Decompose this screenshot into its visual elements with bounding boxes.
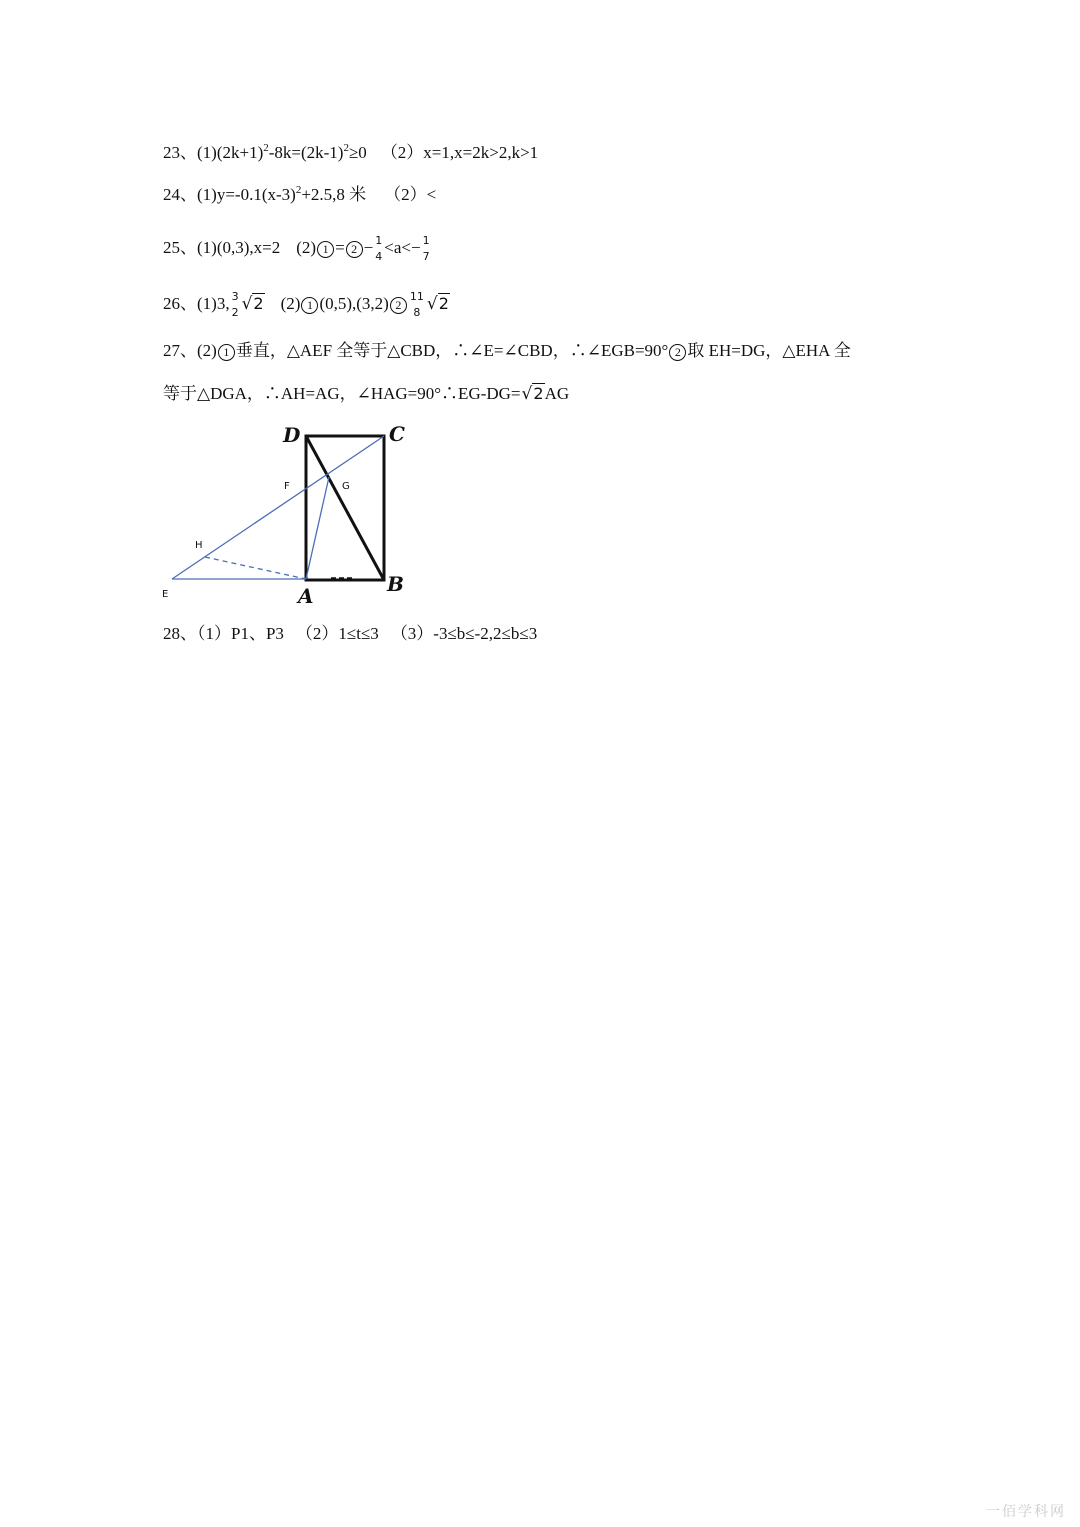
answer-27-line2 bbox=[163, 385, 569, 403]
radical-sign: √ bbox=[426, 294, 438, 315]
answer-27-text-3: 等于△DGA，∴AH=AG，∠HAG=90°∴EG-DG= bbox=[163, 384, 521, 403]
label-c: C bbox=[389, 422, 405, 446]
radical-sign: √ bbox=[521, 384, 533, 404]
label-d: D bbox=[283, 423, 301, 447]
dashed-ha bbox=[205, 557, 306, 579]
answer-24-part1-a: (1)y=-0.1(x-3) bbox=[197, 185, 296, 204]
fraction-1-7 bbox=[422, 235, 431, 263]
fraction-numerator: 1 bbox=[422, 234, 430, 247]
answer-25-number: 25、 bbox=[163, 238, 197, 258]
fraction-numerator: 11 bbox=[409, 290, 424, 303]
label-a: A bbox=[298, 584, 314, 608]
answer-26-number: 26、 bbox=[163, 294, 197, 314]
answer-27-number: 27、 bbox=[163, 341, 197, 360]
circled-2: 2 bbox=[346, 241, 363, 258]
geometry-figure bbox=[155, 415, 425, 610]
fraction-1-4 bbox=[374, 235, 383, 263]
answer-25-part1: (1)(0,3),x=2 bbox=[197, 238, 281, 258]
fraction-11-8 bbox=[409, 291, 425, 319]
answer-24-number: 24、 bbox=[163, 185, 197, 204]
answer-23-number: 23、 bbox=[163, 143, 197, 162]
answer-23-part1-c: ≥0 bbox=[348, 143, 367, 162]
fraction-denominator: 7 bbox=[422, 249, 430, 263]
label-h: H bbox=[195, 540, 203, 551]
answer-27-text-1: 垂直，△AEF 全等于△CBD，∴∠E=∠CBD，∴∠EGB=90° bbox=[235, 341, 669, 360]
watermark: 一佰学科网 bbox=[986, 1504, 1066, 1520]
radicand: 2 bbox=[533, 384, 544, 403]
circled-2: 2 bbox=[669, 344, 686, 361]
answer-25-minus: − bbox=[363, 238, 374, 258]
answer-26-part1-a: (1)3, bbox=[197, 294, 230, 314]
circled-1: 1 bbox=[317, 241, 334, 258]
answer-23 bbox=[163, 144, 538, 161]
sqrt-2 bbox=[427, 294, 450, 313]
answer-25-part2-a: (2) bbox=[296, 238, 317, 258]
answer-24-part2: （2）< bbox=[384, 185, 437, 204]
answer-28-part3: （3）-3≤b≤-2,2≤b≤3 bbox=[390, 624, 538, 643]
answer-23-part1-b: -8k=(2k-1) bbox=[268, 143, 344, 162]
label-f: F bbox=[284, 481, 290, 492]
answer-26-part2-a: (2) bbox=[280, 294, 301, 314]
answer-27-text-2: 取 EH=DG，△EHA 全 bbox=[687, 341, 851, 360]
answer-24 bbox=[163, 186, 436, 203]
answer-25-lt: <a<− bbox=[384, 238, 421, 258]
fraction-numerator: 3 bbox=[231, 290, 239, 303]
answer-28 bbox=[163, 625, 537, 642]
answer-28-number: 28、 bbox=[163, 624, 197, 643]
circled-2: 2 bbox=[390, 297, 407, 314]
line-ec bbox=[172, 436, 384, 579]
radical-sign: √ bbox=[241, 294, 253, 315]
fraction-denominator: 2 bbox=[231, 305, 239, 319]
answer-25 bbox=[163, 235, 432, 263]
answer-25-eq: = bbox=[335, 238, 345, 258]
answer-24-exp: 2 bbox=[295, 184, 302, 196]
answer-23-part1-a: (1)(2k+1) bbox=[197, 143, 264, 162]
answer-26 bbox=[163, 291, 450, 319]
circled-1: 1 bbox=[301, 297, 318, 314]
fraction-denominator: 8 bbox=[413, 305, 421, 319]
answer-26-part2-b: (0,5),(3,2) bbox=[319, 294, 389, 314]
sqrt-2 bbox=[522, 384, 545, 403]
answer-27-line1 bbox=[163, 342, 851, 361]
label-g: G bbox=[342, 481, 350, 492]
fraction-denominator: 4 bbox=[375, 249, 383, 263]
line-ag bbox=[306, 477, 329, 579]
circled-1: 1 bbox=[218, 344, 235, 361]
answer-27-text-4: AG bbox=[544, 384, 570, 403]
label-b: B bbox=[387, 572, 404, 596]
answer-28-part2: （2）1≤t≤3 bbox=[295, 624, 379, 643]
answer-24-part1-b: +2.5,8 米 bbox=[301, 185, 367, 204]
fraction-numerator: 1 bbox=[375, 234, 383, 247]
answer-23-part2: （2）x=1,x=2k>2,k>1 bbox=[380, 143, 539, 162]
radicand: 2 bbox=[438, 294, 449, 314]
answer-23-exp: 2 bbox=[263, 142, 269, 154]
answer-23-exp2: 2 bbox=[343, 142, 349, 154]
sqrt-2 bbox=[242, 294, 265, 313]
label-e: E bbox=[162, 589, 169, 600]
answer-27-part-a: (2) bbox=[197, 341, 217, 360]
radicand: 2 bbox=[253, 294, 264, 314]
answer-28-part1: （1）P1、P3 bbox=[197, 624, 284, 643]
fraction-3-2 bbox=[231, 291, 240, 319]
diagonal-db bbox=[306, 436, 384, 580]
